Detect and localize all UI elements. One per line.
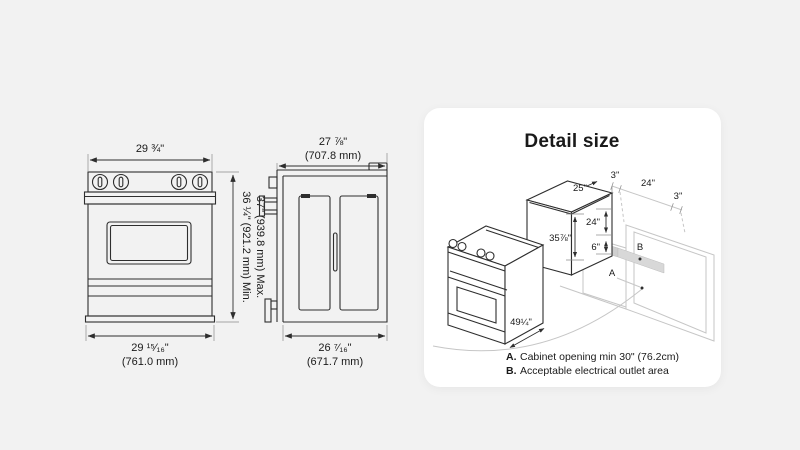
marker-a-label: A xyxy=(608,268,616,279)
side-body-outline xyxy=(277,170,387,322)
side-bottom-depth-label: 26 ⁷⁄₁₆" xyxy=(318,342,352,354)
note-a-key: A. xyxy=(506,351,517,363)
dim-wall-span: 24" xyxy=(641,178,655,189)
side-panel-right xyxy=(340,196,378,310)
side-bottom-depth-mm: (671.7 mm) xyxy=(306,356,364,368)
front-base xyxy=(86,316,215,322)
detail-title: Detail size xyxy=(524,131,620,152)
front-knob-panel xyxy=(88,172,212,192)
front-height-label-min: 36 ¼" (921.2 mm) Min. xyxy=(240,191,252,303)
dim-gap-right: 3" xyxy=(673,191,683,202)
dim-gap-left: 3" xyxy=(610,170,620,181)
side-top-depth-label: 27 ⅞" xyxy=(318,136,348,148)
front-height-label-max: 37" (939.8 mm) Max. xyxy=(254,195,266,299)
dim-counter-height: 35⅞" xyxy=(549,233,571,244)
front-bottom-width-label: 29 ¹⁵⁄₁₆" xyxy=(131,342,169,354)
marker-b-label: B xyxy=(636,242,644,253)
side-panel-left xyxy=(299,196,330,310)
range-isometric xyxy=(448,226,544,348)
side-rear-vent xyxy=(369,163,387,170)
note-b-key: B. xyxy=(506,365,517,377)
note-a-text: Cabinet opening min 30" (76.2cm) xyxy=(520,351,679,363)
front-top-width-label: 29 ¾" xyxy=(135,143,165,155)
front-view-diagram xyxy=(85,143,267,368)
front-oven-window xyxy=(107,222,191,264)
front-control-knobs xyxy=(93,175,208,190)
side-panel-lip xyxy=(269,177,277,188)
side-bottom-bracket xyxy=(265,299,277,322)
detail-size-diagram xyxy=(433,131,714,377)
front-cooktop-edge xyxy=(85,192,216,204)
side-view-diagram xyxy=(260,136,388,368)
dim-cabinet-top-depth: 25" xyxy=(573,183,587,194)
top-dimension-chain xyxy=(611,170,683,214)
side-top-depth-mm: (707.8 mm) xyxy=(304,150,362,162)
dim-cabinet-height: 24" xyxy=(586,217,600,228)
dim-range-edge: 49¼" xyxy=(510,317,532,328)
side-handle-slot xyxy=(334,233,338,271)
front-bottom-width-mm: (761.0 mm) xyxy=(121,356,179,368)
note-b-text: Acceptable electrical outlet area xyxy=(520,365,669,377)
dim-clearance: 6" xyxy=(591,242,600,253)
detail-notes xyxy=(506,351,679,377)
